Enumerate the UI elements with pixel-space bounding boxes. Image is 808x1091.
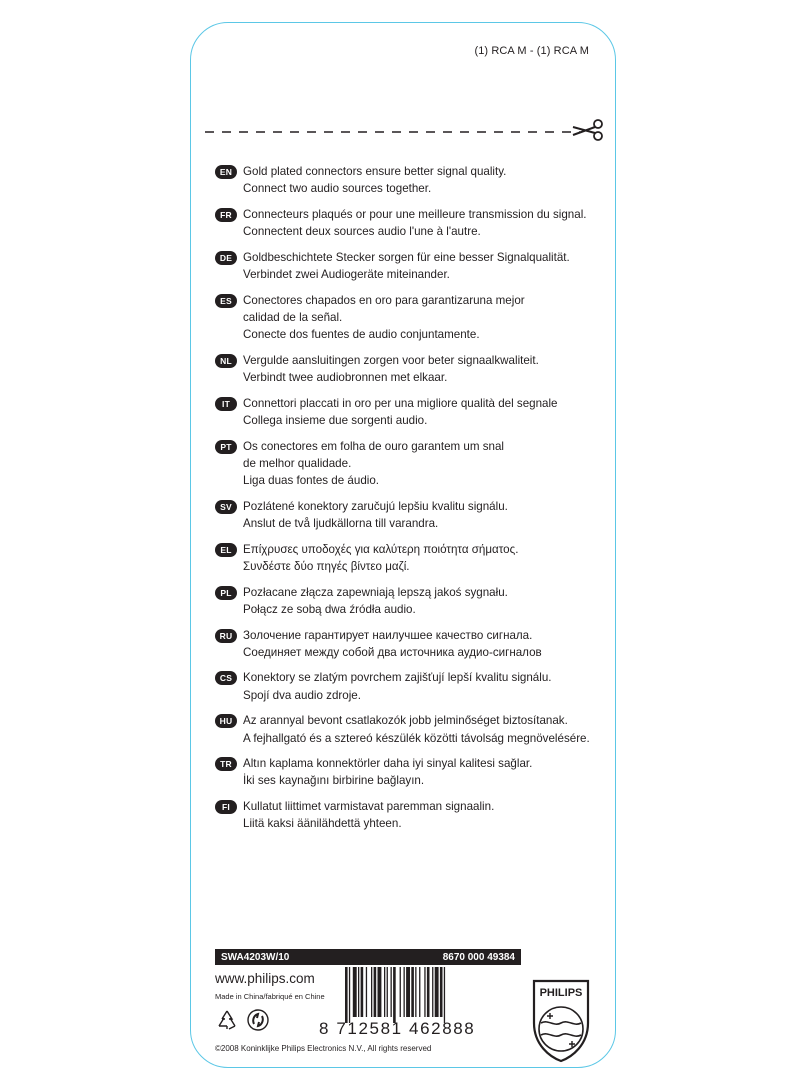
language-block-en (215, 163, 611, 198)
language-text-line: de melhor qualidade. (243, 456, 352, 470)
barcode-bar (349, 967, 350, 1023)
language-text-line: Połącz ze sobą dwa źródła audio. (243, 602, 416, 616)
language-badge: PT (215, 440, 237, 454)
barcode-bar (384, 967, 385, 1017)
language-text-line: Os conectores em folha de ouro garantem um snal (243, 439, 504, 453)
language-badge: FI (215, 800, 237, 814)
model-bar (215, 949, 521, 965)
language-text-line: Altın kaplama konnektörler daha iyi sinyal kalitesi sağlar. (243, 757, 533, 771)
language-text-line: Συνδέστε δύο πηγές βίντεο μαζί. (243, 560, 410, 574)
language-badge: NL (215, 354, 237, 368)
language-text-line: Connecteurs plaqués or pour une meilleure transmission du signal. (243, 207, 587, 221)
model-number: SWA4203W/10 (221, 951, 290, 963)
language-text-line: Liitä kaksi äänilähdettä yhteen. (243, 817, 402, 831)
language-badge: EL (215, 543, 237, 557)
barcode-bar (361, 967, 364, 1017)
green-dot-icon (247, 1009, 269, 1031)
language-badge: CS (215, 671, 237, 685)
barcode-bar (440, 967, 443, 1017)
language-text-line: Kullatut liittimet varmistavat paremman signaalin. (243, 800, 495, 814)
recycle-icon (215, 1008, 239, 1032)
language-text-line: Verbindet zwei Audiogeräte miteinander. (243, 268, 450, 282)
language-block-fi (215, 798, 611, 833)
barcode-bar (358, 967, 359, 1017)
language-text-line: Pozlátené konektory zaručujú lepšiu kvalitu signálu. (243, 499, 508, 513)
barcode-bar (406, 967, 410, 1017)
language-badge: RU (215, 629, 237, 643)
language-text-line: Spojí dva audio zdroje. (243, 688, 361, 702)
barcode-bar (393, 967, 396, 1023)
language-text-line: Золочение гарантирует наилучшее качество сигнала. (243, 628, 533, 642)
language-list (215, 163, 611, 841)
barcode-bar (387, 967, 388, 1017)
language-block-de (215, 249, 611, 284)
barcode-bar (345, 967, 348, 1023)
language-text-line: A fejhallgató és a sztereó készülék közötti távolság megnövelésére. (243, 731, 590, 745)
barcode-bar (366, 967, 367, 1017)
barcode-bar (419, 967, 420, 1017)
language-block-hu (215, 712, 611, 747)
language-block-nl (215, 352, 611, 387)
barcode-bar (411, 967, 414, 1017)
language-text-line: Goldbeschichtete Stecker sorgen für eine besser Signalqualität. (243, 250, 570, 264)
language-badge: HU (215, 714, 237, 728)
logo-text: PHILIPS (539, 987, 583, 999)
language-text-line: Conectores chapados en oro para garantizaruna mejor (243, 293, 525, 307)
language-block-it (215, 395, 611, 430)
language-text-line: Επίχρυσες υποδοχές για καλύτερη ποιότητα σήματος. (243, 542, 519, 556)
connector-spec: (1) RCA M - (1) RCA M (474, 45, 589, 57)
language-text-line: Conecte dos fuentes de audio conjuntamente. (243, 328, 480, 342)
barcode-bar (378, 967, 382, 1017)
barcode-bar (424, 967, 425, 1017)
language-text-line: calidad de la señal. (243, 310, 343, 324)
language-text-line: İki ses kaynağını birbirine bağlayın. (243, 774, 425, 788)
language-block-sv (215, 498, 611, 533)
language-text-line: Vergulde aansluitingen zorgen voor beter signaalkwaliteit. (243, 353, 539, 367)
language-block-pl (215, 584, 611, 619)
language-text-line: Pozłacane złącza zapewniają lepszą jakoś sygnału. (243, 585, 508, 599)
language-badge: FR (215, 208, 237, 222)
barcode-bar (432, 967, 433, 1017)
language-badge: EN (215, 165, 237, 179)
language-block-fr (215, 206, 611, 241)
language-text-line: Gold plated connectors ensure better signal quality. (243, 165, 507, 178)
barcode-bar (415, 967, 416, 1017)
copyright-text: ©2008 Koninklijke Philips Electronics N.V., All rights reserved (215, 1044, 432, 1053)
language-block-es (215, 292, 611, 344)
language-text-line: Connettori placcati in oro per una migliore qualità del segnale (243, 396, 558, 410)
language-block-el (215, 541, 611, 576)
website-link: www.philips.com (215, 971, 315, 986)
language-text-line: Collega insieme due sorgenti audio. (243, 414, 428, 428)
language-badge: SV (215, 500, 237, 514)
language-text-line: Konektory se zlatým povrchem zajišťují lepší kvalitu signálu. (243, 671, 552, 685)
barcode-bar (444, 967, 445, 1023)
language-text-line: Connect two audio sources together. (243, 182, 432, 196)
language-badge: IT (215, 397, 237, 411)
barcode-bar (400, 967, 401, 1017)
barcode-bar (404, 967, 405, 1017)
language-text-line: Connectent deux sources audio l'une à l'autre. (243, 225, 481, 239)
language-block-ru (215, 627, 611, 662)
language-text-line: Соединяет между собой два источника аудио-сигналов (243, 645, 542, 659)
barcode-number: 8 712581 462888 (319, 1019, 476, 1038)
language-badge: PL (215, 586, 237, 600)
language-block-tr (215, 755, 611, 790)
language-text-line: Liga duas fontes de áudio. (243, 474, 380, 488)
philips-shield-logo (532, 979, 590, 1063)
language-text-line: Az arannyal bevont csatlakozók jobb jelminőséget biztosítanak. (243, 714, 568, 728)
language-block-pt (215, 438, 611, 490)
barcode-bar (353, 967, 357, 1017)
barcode-bar (371, 967, 372, 1017)
language-text-line: Anslut de två ljudkällorna till varandra. (243, 517, 439, 531)
made-in-text: Made in China/fabriqué en Chine (215, 992, 325, 1001)
barcode-bar (435, 967, 439, 1017)
cut-line (205, 125, 580, 139)
barcode-bar (391, 967, 392, 1017)
language-badge: TR (215, 757, 237, 771)
barcode-bar (374, 967, 377, 1017)
language-badge: DE (215, 251, 237, 265)
barcode-bar (427, 967, 430, 1017)
product-code: 8670 000 49384 (442, 951, 515, 963)
scissors-icon (571, 118, 605, 142)
language-block-cs (215, 669, 611, 704)
language-text-line: Verbindt twee audiobronnen met elkaar. (243, 371, 448, 385)
language-badge: ES (215, 294, 237, 308)
package-card (190, 22, 616, 1068)
